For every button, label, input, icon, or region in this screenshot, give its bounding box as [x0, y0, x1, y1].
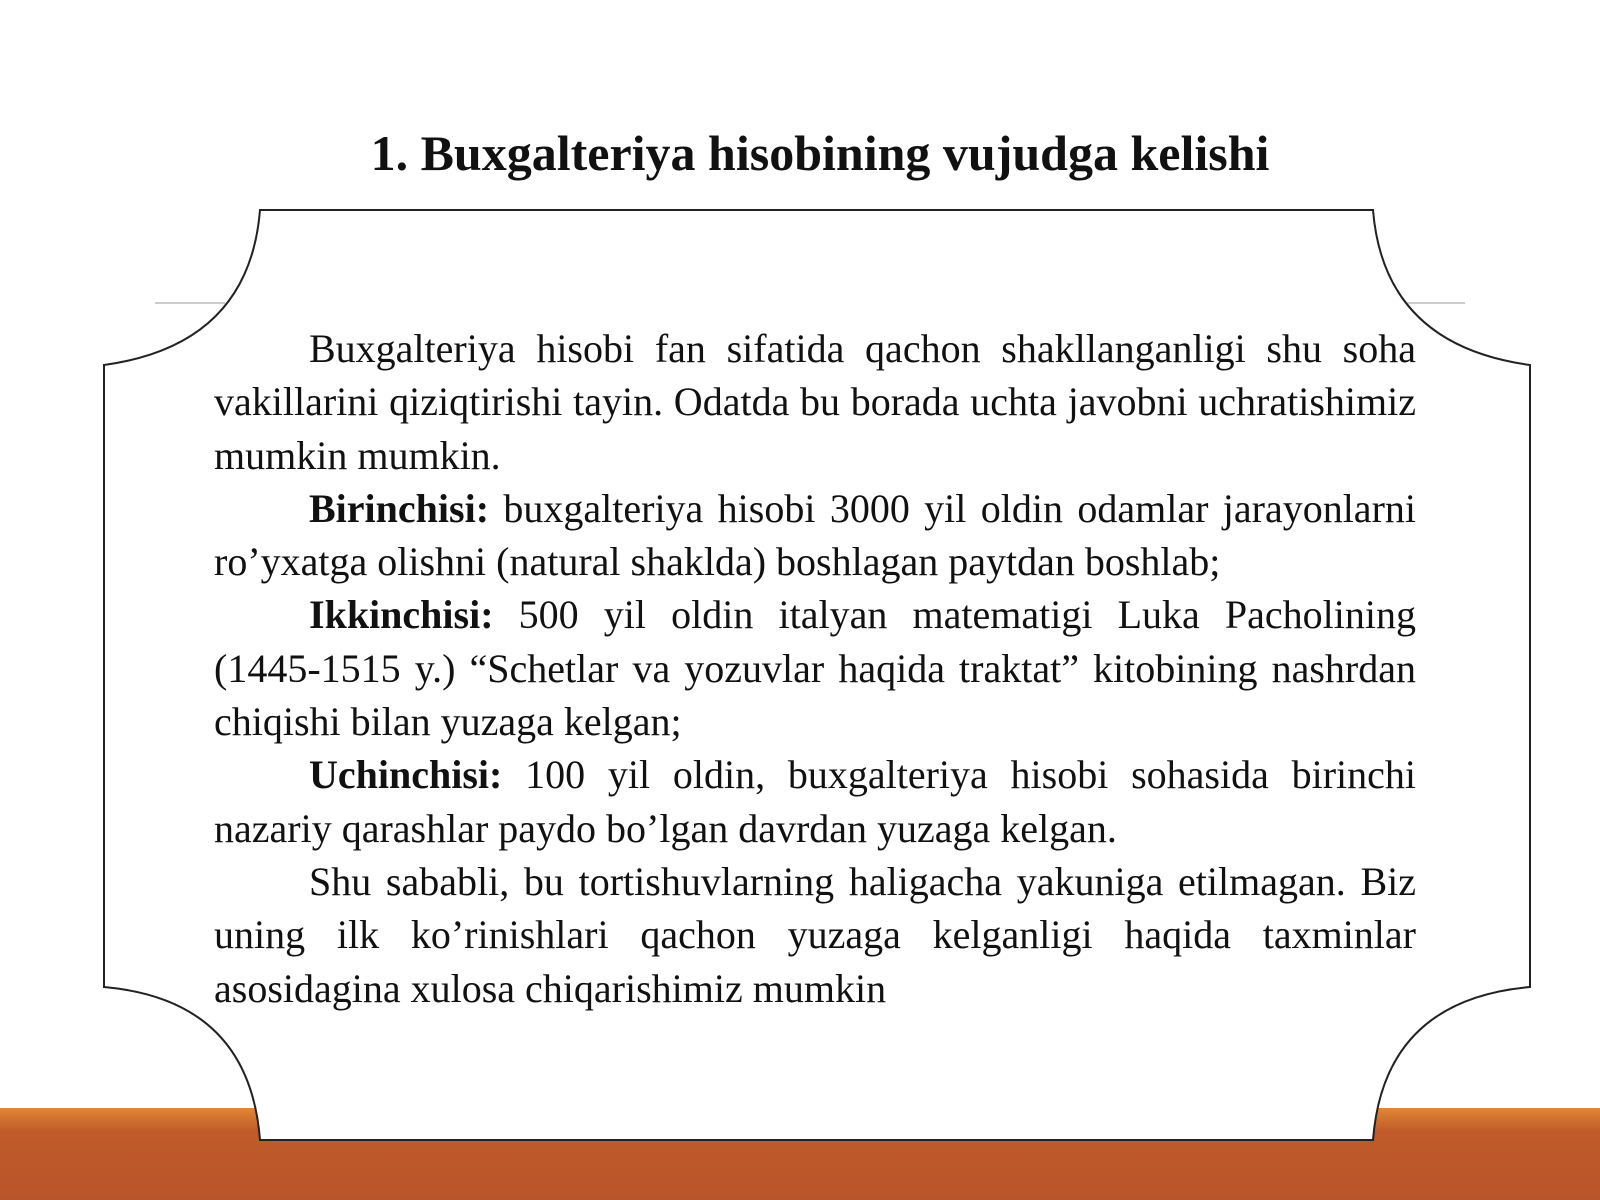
slide-title: 1. Buxgalteriya hisobining vujudga kelishi: [370, 125, 1270, 181]
second-label: Ikkinchisi:: [309, 592, 494, 638]
third-paragraph: [214, 748, 1416, 855]
first-label: Birinchisi:: [309, 485, 490, 531]
first-paragraph: [214, 482, 1416, 589]
second-paragraph: [214, 588, 1416, 748]
third-text: 100 yil oldin, buxgalteriya hisobi sohasida birinchi nazariy qarashlar paydo bo’lgan davrdan yuzaga kelgan.: [214, 752, 1416, 851]
intro-paragraph: Buxgalteriya hisobi fan sifatida qachon shakllanganligi shu soha vakillarini qiziqtirishi tayin. Odatda bu borada uchta javobni uchratishimiz mumkin mumkin.: [214, 326, 1416, 478]
body-text: [214, 322, 1416, 1015]
first-text: buxgalteriya hisobi 3000 yil oldin odamlar jarayonlarni ro’yxatga olishni (natural shaklda) boshlagan paytdan boshlab;: [214, 485, 1416, 585]
second-text: 500 yil oldin italyan matematigi Luka Pacholining (1445-1515 y.) “Schetlar va yozuvlar haqida traktat” kitobining nashrdan chiqishi bilan yuzaga kelgan;: [214, 592, 1416, 745]
conclusion-paragraph: Shu sababli, bu tortishuvlarning haligacha yakuniga etilmagan. Biz uning ilk ko’rinishlari qachon yuzaga kelganligi haqida taxminlar asosidagina xulosa chiqarishimiz mumkin: [214, 858, 1416, 1011]
third-label: Uchinchisi:: [309, 752, 503, 798]
